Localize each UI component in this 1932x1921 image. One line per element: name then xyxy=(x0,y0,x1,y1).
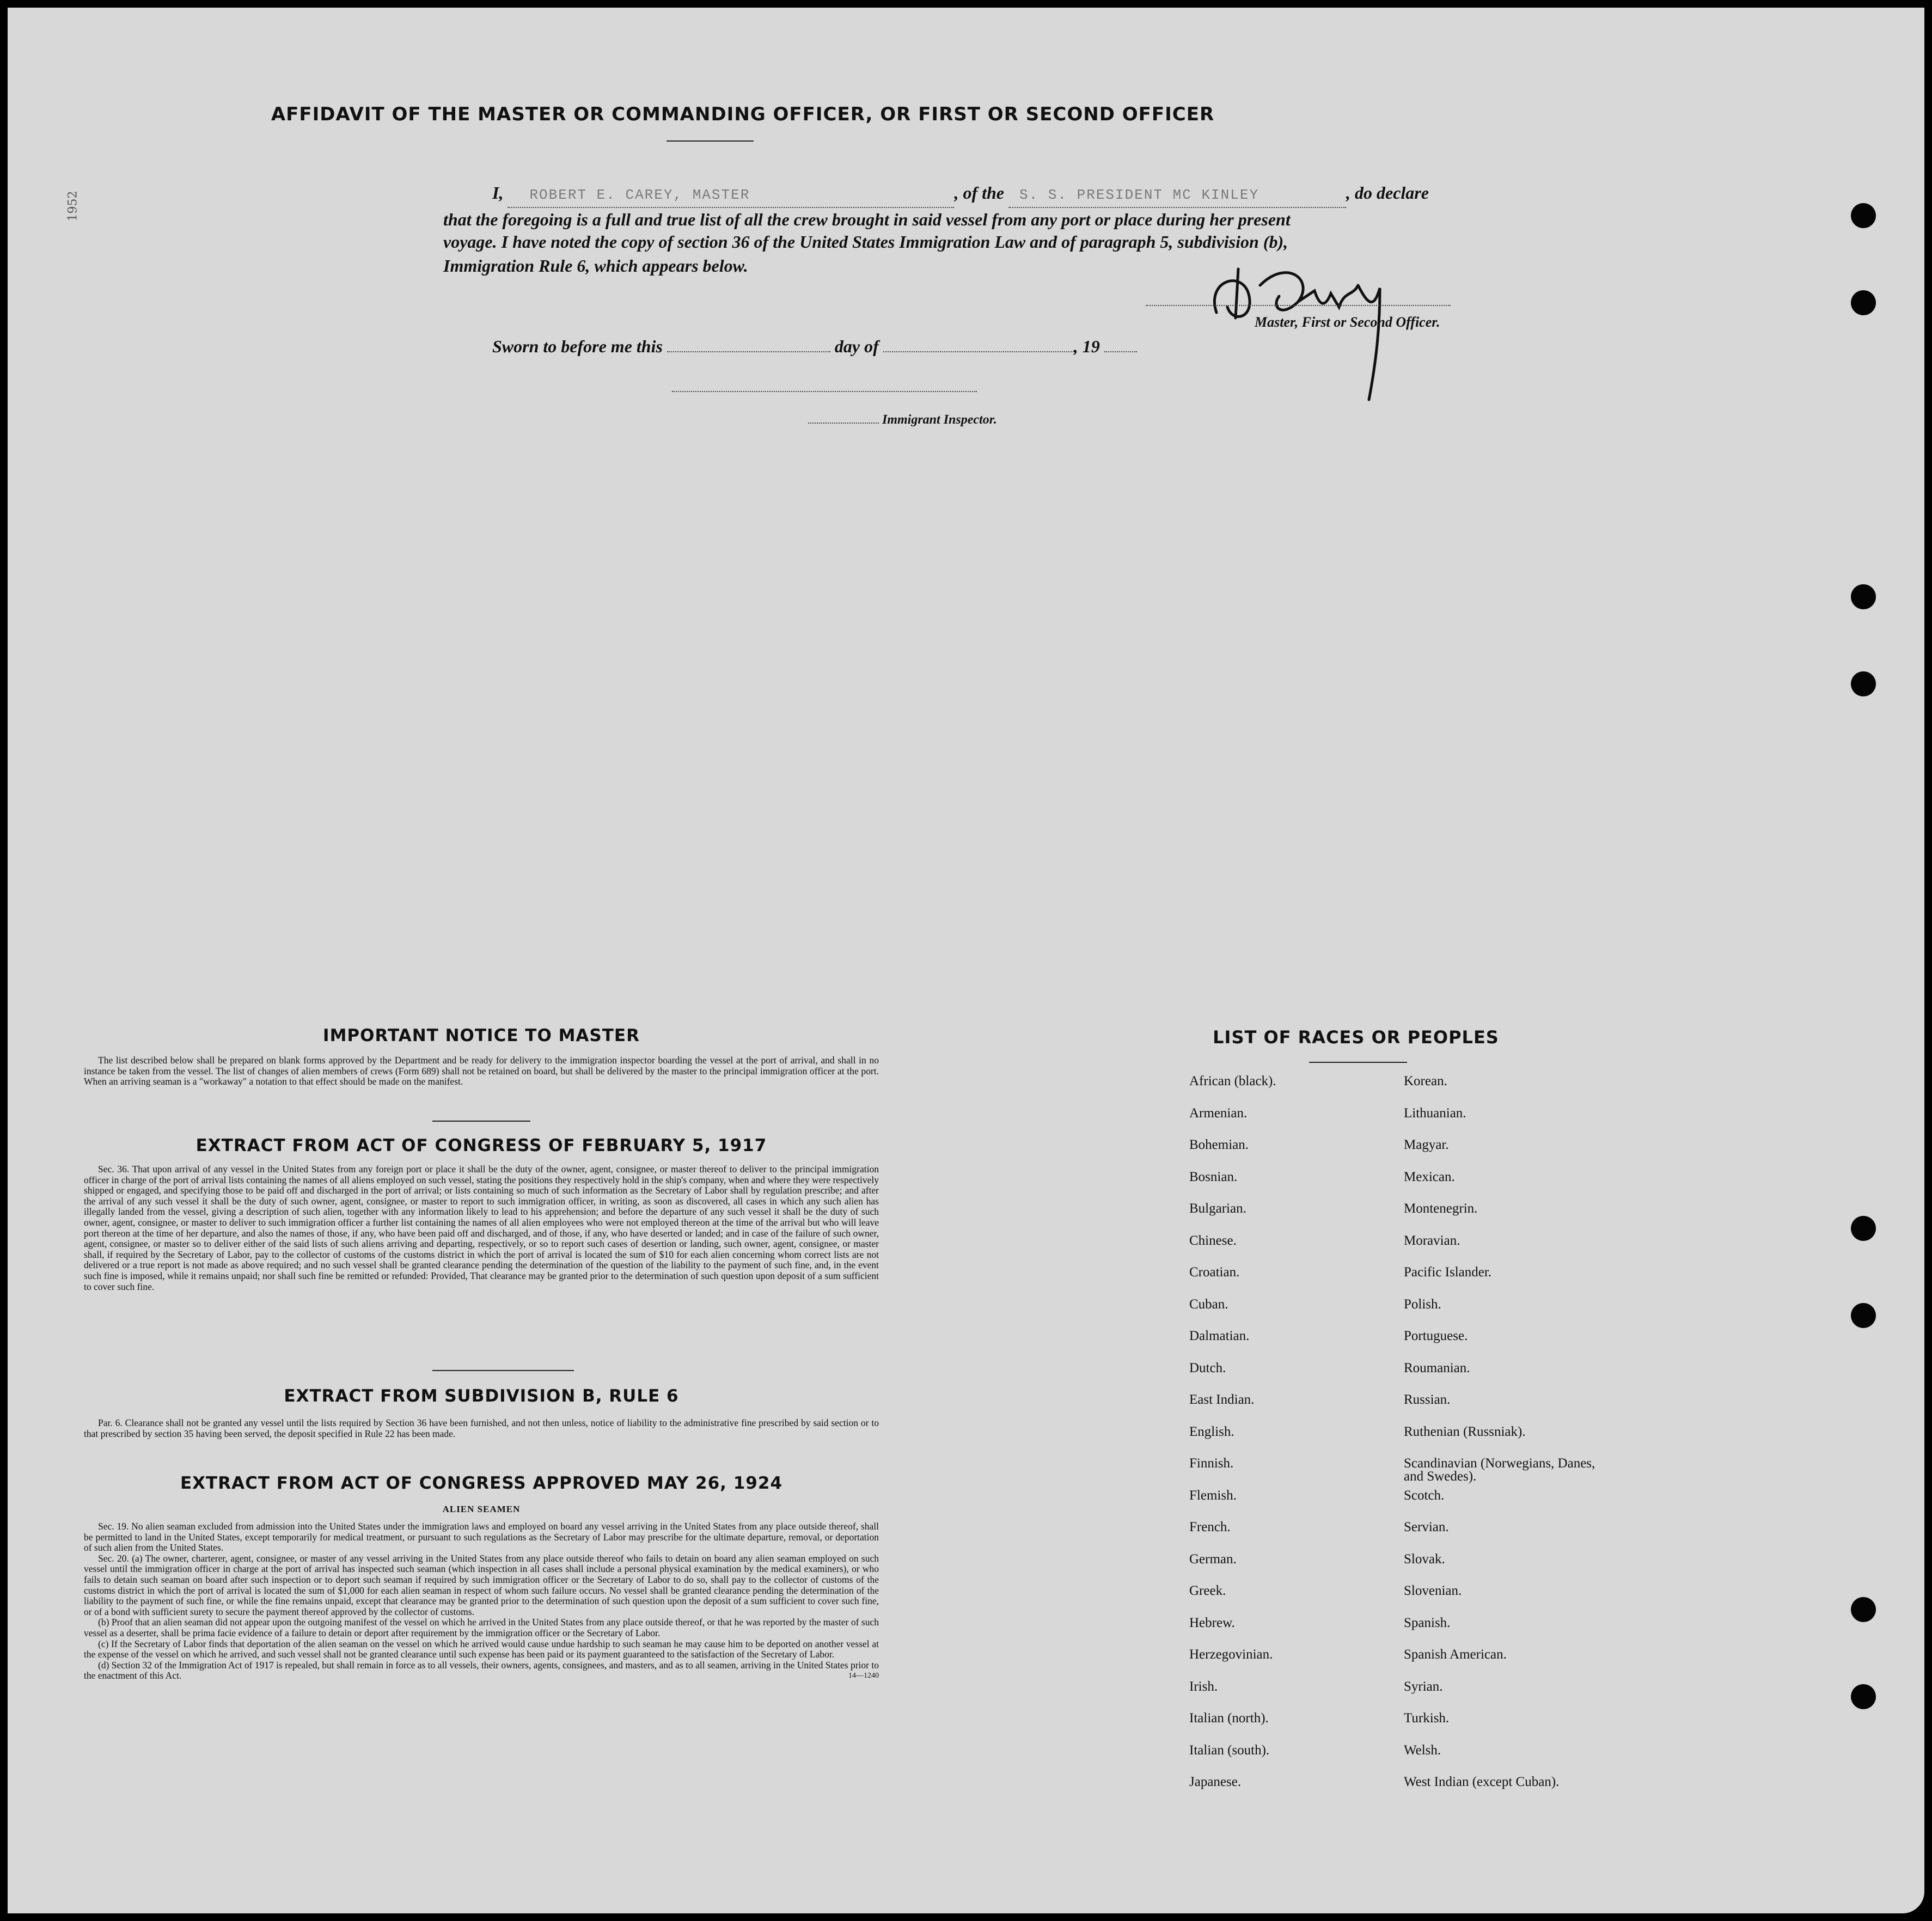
race-item: Magyar. xyxy=(1404,1137,1449,1152)
binder-hole xyxy=(1851,584,1876,609)
extract-1917-body: Sec. 36. That upon arrival of any vessel in the United States from any foreign port or place it shall be the duty of the owner, agent, consignee, or master thereof to deliver to the principal immigration officer in charge of the port of arrival lists containing the names of all aliens employed on such vessel, stating the positions they respectively hold in the ship's company, when and where they were respectively shipped or engaged, and specifying those to be paid off and discharged in the port of arrival; or lists containing so much of such information as the Secretary of Labor shall by regulation prescribe; and after the arrival of any such vessel it shall be the duty of such owner, agent, consignee, or master to report to such immigration officer, in writing, as soon as discovered, all cases in which any such alien has illegally landed from the vessel, giving a description of such alien, together with any information likely to lead to his apprehension; and before the departure of any such vessel it shall be the duty of such owner, agent, consignee, or master to deliver to such immigration officer a further list containing the names of all alien employees who were not employed thereon at the time of the arrival but who will leave port thereon at the time of her departure, and also the names of those, if any, who have been paid off and discharged, and of those, if any, who have deserted or landed; and in case of the failure of such owner, agent, consignee, or master so to deliver either of the said lists of such aliens arriving and departing, respectively, or so to report such cases of desertion or landing, such owner, agent, consignee, or master shall, if required by the Secretary of Labor, pay to the collector of customs of the customs district in which the port of arrival is located the sum of $10 for each alien concerning whom correct lists are not delivered or a true report is not made as above required; and no such vessel shall be granted clearance pending the determination of the question of the liability to the payment of such fine, and, in the event such fine is imposed, while it remains unpaid; nor shall such fine be remitted or refunded: Provided, That clearance may be granted prior to the determination of such question upon deposit of a sum sufficient to cover such fine. xyxy=(84,1164,879,1292)
race-item: Greek. xyxy=(1189,1583,1226,1598)
title-divider xyxy=(667,140,754,142)
binder-hole xyxy=(1851,671,1876,696)
race-item: Roumanian. xyxy=(1404,1360,1470,1375)
signature-line xyxy=(1146,305,1451,306)
margin-stamp: 1952 xyxy=(66,191,80,222)
vessel-name-value: S. S. PRESIDENT MC KINLEY xyxy=(1019,187,1260,203)
race-item: Moravian. xyxy=(1404,1233,1460,1248)
race-item: Scotch. xyxy=(1404,1488,1445,1503)
extract-1924-text xyxy=(84,1521,879,1681)
race-item: Bohemian. xyxy=(1189,1137,1249,1152)
declaration-line-1 xyxy=(492,181,1429,208)
binder-hole xyxy=(1851,1303,1876,1328)
master-name-field xyxy=(508,181,954,208)
affidavit-title: AFFIDAVIT OF THE MASTER OR COMMANDING OFFICER, OR FIRST OR SECOND OFFICER xyxy=(271,103,1215,125)
races-title: LIST OF RACES OR PEOPLES xyxy=(1213,1027,1499,1048)
form-number: 14—1240 xyxy=(848,1672,879,1680)
race-item: Herzegovinian. xyxy=(1189,1647,1273,1662)
race-item: Hebrew. xyxy=(1189,1615,1235,1630)
inspector-caption-text: Immigrant Inspector. xyxy=(882,413,997,427)
extract-1924-p3 xyxy=(84,1617,879,1638)
extract-1924-p2 xyxy=(84,1553,879,1618)
race-item: Polish. xyxy=(1404,1296,1441,1312)
race-item: Korean. xyxy=(1404,1074,1447,1088)
race-item: Bosnian. xyxy=(1189,1169,1238,1184)
declaration-line-2: that the foregoing is a full and true list of all the crew brought in said vessel from any port or place during her present xyxy=(443,210,1291,229)
sworn-month-field xyxy=(883,351,1074,352)
race-item: Syrian. xyxy=(1404,1679,1443,1694)
binder-hole xyxy=(1851,290,1876,315)
race-item: Finnish. xyxy=(1189,1456,1234,1471)
declaration-line-3: voyage. I have noted the copy of section 36 of the United States Immigration Law and of paragraph 5, subdivision (b), xyxy=(443,232,1288,252)
extract-1917-title: EXTRACT FROM ACT OF CONGRESS OF FEBRUARY 5, 1917 xyxy=(195,1136,767,1155)
document-page xyxy=(8,8,1924,1913)
race-item: Dalmatian. xyxy=(1189,1329,1250,1343)
extract-1917-divider xyxy=(432,1370,574,1371)
binder-hole xyxy=(1851,1684,1876,1709)
notice-text xyxy=(84,1055,879,1087)
notice-text-body: The list described below shall be prepared on blank forms approved by the Department and be ready for delivery to the immigration inspector boarding the vessel at the port of arrival, and shall in no instance be taken from the vessel. The list of changes of alien members of crews (Form 689) shall not be retained on board, but shall be delivered by the master to the principal immigration officer at the port. When an arriving seaman is a "workaway" a notation to that effect should be made on the manifest. xyxy=(84,1055,879,1087)
race-item: Pacific Islander. xyxy=(1404,1265,1492,1280)
declaration-mid: , of the xyxy=(954,183,1004,203)
binder-hole xyxy=(1851,203,1876,228)
extract-1924-p5 xyxy=(84,1660,879,1681)
race-item: Lithuanian. xyxy=(1404,1105,1466,1121)
binder-hole xyxy=(1851,1597,1876,1622)
race-item: Italian (south). xyxy=(1189,1742,1270,1758)
extract-1924-title: EXTRACT FROM ACT OF CONGRESS APPROVED MAY 26, 1924 xyxy=(180,1473,783,1493)
race-item: Japanese. xyxy=(1189,1775,1242,1789)
race-item: Ruthenian (Russniak). xyxy=(1404,1424,1526,1439)
inspector-leader xyxy=(808,423,879,424)
race-item: Mexican. xyxy=(1404,1169,1455,1184)
race-item: Cuban. xyxy=(1189,1296,1228,1312)
extract-1924-p1 xyxy=(84,1521,879,1553)
notice-title: IMPORTANT NOTICE TO MASTER xyxy=(323,1026,640,1045)
binder-hole xyxy=(1851,1216,1876,1241)
race-item: Turkish. xyxy=(1404,1711,1450,1726)
declaration-prefix: I, xyxy=(492,183,504,203)
race-item: Montenegrin. xyxy=(1404,1201,1478,1216)
extract-1924-p4-body: (c) If the Secretary of Labor finds that deportation of the alien seaman on the vessel on which he arrived would cause undue hardship to such seaman he may cause him to be deported on another vessel at the expense of the vessel on which he arrived, and such vessel shall not be granted clearance until such expense has been paid or its payment guaranteed to the satisfaction of the Secretary of Labor. xyxy=(84,1638,879,1660)
sworn-day-field xyxy=(667,351,830,352)
race-item: Italian (north). xyxy=(1189,1711,1269,1726)
extract-1924-p2-body: Sec. 20. (a) The owner, charterer, agent, consignee, or master of any vessel arriving in the United States from any place outside thereof who fails to detain on board any alien seaman employed on such vessel until the immigration officer in charge at the port of arrival has inspected such seaman (which inspection in all cases shall include a personal physical examination by the medical examiners), or who fails to detain such seaman on board after such inspection or to deport such seaman if required by such immigration officer or the Secretary of Labor to do so, shall pay to the collector of customs of the customs district in which the port of arrival is located the sum of $1,000 for each alien seaman in respect of whom such failure occurs. No vessel shall be granted clearance pending the determination of the liability to the payment of such fine, or while the fine remains unpaid, except that clearance may be granted prior to the determination of such question upon the deposit of a sum sufficient to cover such fine, or of a bond with sufficient surety to secure the payment thereof approved by the collector of customs. xyxy=(84,1552,879,1617)
race-item: Armenian. xyxy=(1189,1105,1248,1121)
race-item: Portuguese. xyxy=(1404,1329,1468,1343)
signature-caption: Master, First or Second Officer. xyxy=(1255,314,1440,330)
race-item: Irish. xyxy=(1189,1679,1218,1694)
race-item: Slovenian. xyxy=(1404,1583,1462,1598)
race-item: Welsh. xyxy=(1404,1742,1441,1758)
notice-divider xyxy=(432,1121,530,1122)
race-item: Flemish. xyxy=(1189,1488,1237,1503)
inspector-caption xyxy=(808,408,997,432)
race-item: French. xyxy=(1189,1520,1231,1534)
race-item: Dutch. xyxy=(1189,1360,1226,1375)
declaration-line-4: Immigration Rule 6, which appears below. xyxy=(443,256,748,276)
race-item: African (black). xyxy=(1189,1074,1276,1088)
sworn-year-field xyxy=(1104,351,1137,352)
sworn-prefix: Sworn to before me this xyxy=(492,337,663,356)
race-item: Spanish. xyxy=(1404,1615,1451,1630)
master-name-value: ROBERT E. CAREY, MASTER xyxy=(529,187,750,203)
race-item: Scandinavian (Norwegians, Danes, and Swedes). xyxy=(1404,1456,1595,1484)
race-item: Russian. xyxy=(1404,1392,1451,1407)
sworn-day-label: day of xyxy=(834,337,879,356)
races-divider xyxy=(1309,1062,1407,1063)
extract-1924-p3-body: (b) Proof that an alien seaman did not appear upon the outgoing manifest of the vessel on which he arrived in the United States from any place outside thereof, or that he was reported by the master of such vessel as a deserter, shall be prima facie evidence of a failure to detain or deport after requirement by the immigration officer or the Secretary of Labor. xyxy=(84,1617,879,1638)
extract-1917-text xyxy=(84,1164,879,1292)
sworn-year-label: , 19 xyxy=(1073,337,1100,356)
rule-6-body: Par. 6. Clearance shall not be granted any vessel until the lists required by Section 36 have been furnished, and not then unless, notice of liability to the administrative fine prescribed by said section or to that prescribed by section 35 having been served, the deposit specified in Rule 22 has been made. xyxy=(84,1417,879,1439)
declaration-suffix: , do declare xyxy=(1346,183,1429,203)
race-item: Slovak. xyxy=(1404,1551,1445,1567)
rule-6-title: EXTRACT FROM SUBDIVISION B, RULE 6 xyxy=(284,1386,679,1406)
extract-1924-p5-body: (d) Section 32 of the Immigration Act of 1917 is repealed, but shall remain in force as to all vessels, their owners, agents, consignees, and masters, and as to all seamen, arriving in the United States prior to the enactment of this Act. xyxy=(84,1659,879,1681)
race-item: West Indian (except Cuban). xyxy=(1404,1775,1560,1789)
race-item: Bulgarian. xyxy=(1189,1201,1246,1216)
race-item: Croatian. xyxy=(1189,1265,1240,1280)
extract-1924-subtitle: ALIEN SEAMEN xyxy=(442,1504,521,1514)
race-item: Chinese. xyxy=(1189,1233,1237,1248)
inspector-signature-line xyxy=(672,391,977,392)
rule-6-text xyxy=(84,1418,879,1439)
extract-1924-p1-body: Sec. 19. No alien seaman excluded from admission into the United States under the immigration laws and employed on board any vessel arriving in the United States from any place outside thereof, shall be permitted to land in the United States, except temporarily for medical treatment, or pursuant to such regulations as the Secretary of Labor may prescribe for the ultimate departure, removal, or deportation of such alien from the United States. xyxy=(84,1521,879,1553)
race-item: East Indian. xyxy=(1189,1392,1255,1407)
race-item: Spanish American. xyxy=(1404,1647,1507,1662)
race-item: German. xyxy=(1189,1551,1237,1567)
extract-1924-p4 xyxy=(84,1639,879,1660)
race-item: English. xyxy=(1189,1424,1234,1439)
race-item: Servian. xyxy=(1404,1520,1449,1534)
vessel-name-field xyxy=(1008,181,1346,208)
sworn-line xyxy=(492,334,1137,358)
